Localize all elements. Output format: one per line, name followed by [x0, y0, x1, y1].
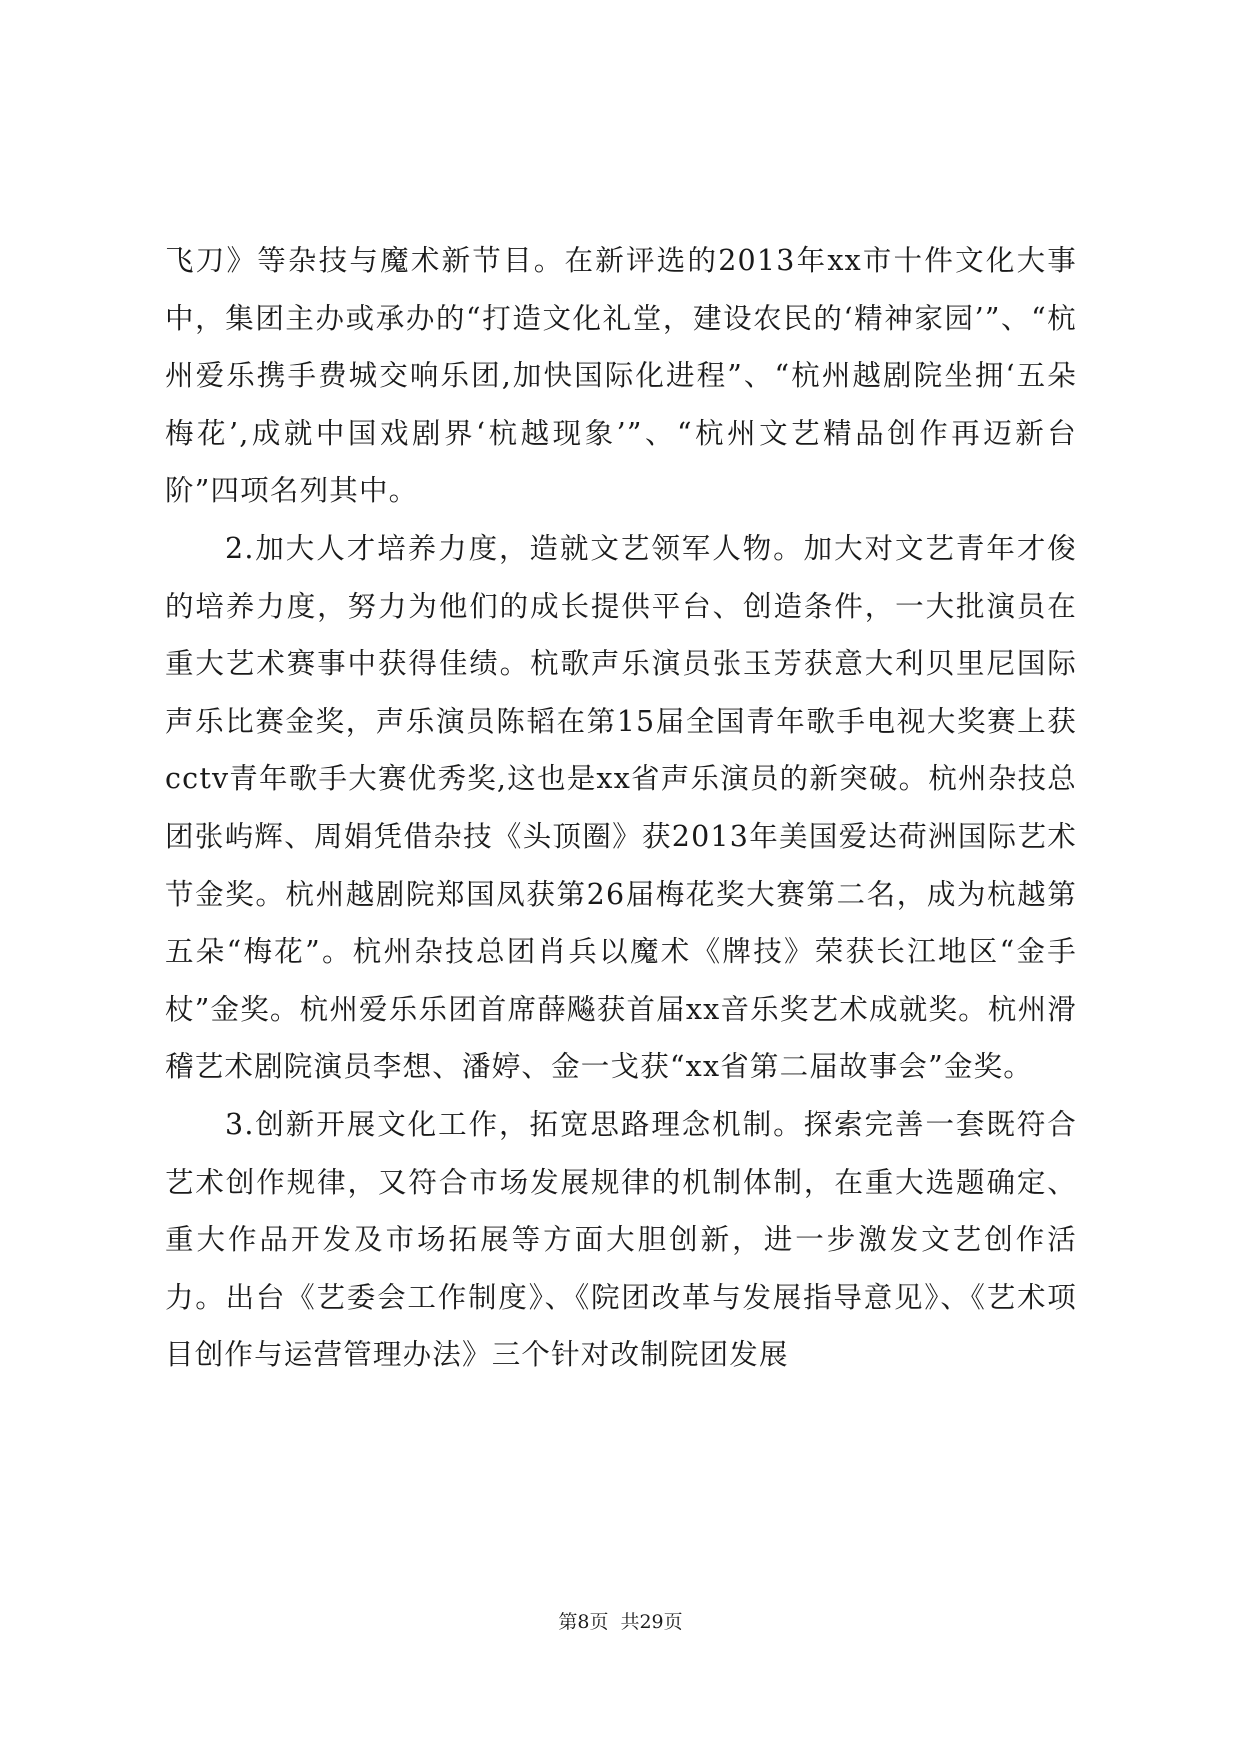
- page-footer: [0, 1609, 1241, 1635]
- paragraph-2: 2.加大人才培养力度，造就文艺领军人物。加大对文艺青年才俊的培养力度，努力为他们的成长提供平台、创造条件，一大批演员在重大艺术赛事中获得佳绩。杭歌声乐演员张玉芳获意大利贝里尼国际声乐比赛金奖，声乐演员陈韬在第15届全国青年歌手电视大奖赛上获cctv青年歌手大赛优秀奖,这也是xx省声乐演员的新突破。杭州杂技总团张屿辉、周娟凭借杂技《头顶圈》获2013年美国爱达荷洲国际艺术节金奖。杭州越剧院郑国凤获第26届梅花奖大赛第二名，成为杭越第五朵“梅花”。杭州杂技总团肖兵以魔术《牌技》荣获长江地区“金手杖”金奖。杭州爱乐乐团首席薛飚获首届xx音乐奖艺术成就奖。杭州滑稽艺术剧院演员李想、潘婷、金一戈获“xx省第二届故事会”金奖。: [165, 531, 1077, 1084]
- paragraph-3: 3.创新开展文化工作，拓宽思路理念机制。探索完善一套既符合艺术创作规律，又符合市场发展规律的机制体制，在重大选题确定、重大作品开发及市场拓展等方面大胆创新，进一步激发文艺创作活力。出台《艺委会工作制度》、《院团改革与发展指导意见》、《艺术项目创作与运营管理办法》三个针对改制院团发展: [165, 1107, 1077, 1372]
- page-number: 第8页: [558, 1611, 609, 1633]
- paragraph-1: 飞刀》等杂技与魔术新节目。在新评选的2013年xx市十件文化大事中，集团主办或承办的“打造文化礼堂，建设农民的‘精神家园’”、“杭州爱乐携手费城交响乐团,加快国际化进程”、“杭州越剧院坐拥‘五朵梅花’,成就中国戏剧界‘杭越现象’”、“杭州文艺精品创作再迈新台阶”四项名列其中。: [165, 244, 1078, 508]
- document-body: [165, 232, 1077, 1384]
- page-total: 共29页: [620, 1611, 683, 1633]
